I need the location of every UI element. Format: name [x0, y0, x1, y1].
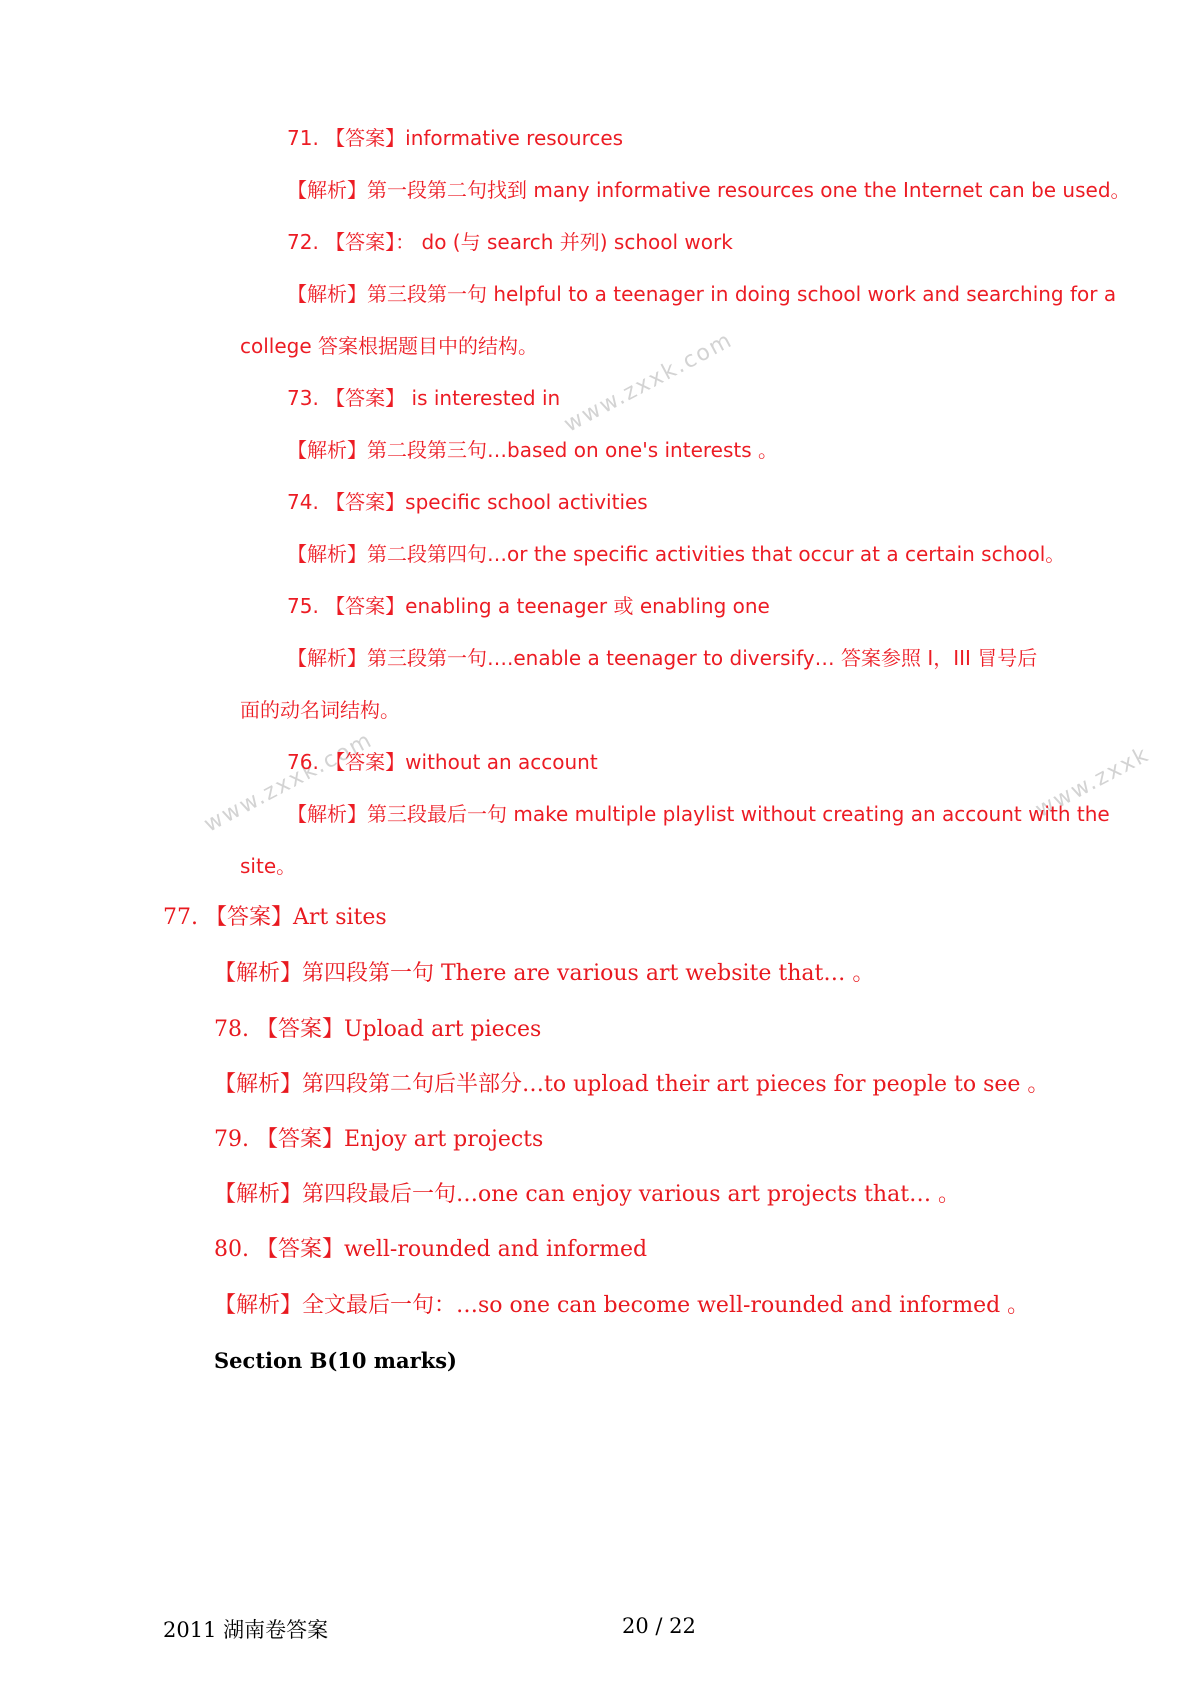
answer-77: 77. 【答案】Art sites — [163, 905, 387, 930]
watermark: www.zxxk.com — [200, 727, 378, 838]
analysis-75: 【解析】第三段第一句….enable a teenager to diversify… 答案参照 I，III 冒号后 — [287, 646, 1038, 670]
analysis-74: 【解析】第二段第四句…or the specific activities that occur at a certain school。 — [287, 542, 1066, 566]
watermark: www.zxxk.com — [560, 327, 738, 438]
answer-78: 78. 【答案】Upload art pieces — [214, 1017, 542, 1042]
analysis-76: 【解析】第三段最后一句 make multiple playlist without creating an account with the — [287, 802, 1110, 826]
answer-72: 72. 【答案】： do (与 search 并列) school work — [287, 230, 733, 254]
analysis-79: 【解析】第四段最后一句…one can enjoy various art projects that… 。 — [214, 1182, 961, 1207]
analysis-75-cont: 面的动名词结构。 — [240, 698, 400, 722]
answer-75: 75. 【答案】enabling a teenager 或 enabling one — [287, 594, 770, 618]
analysis-71: 【解析】第一段第二句找到 many informative resources one the Internet can be used。 — [287, 178, 1131, 202]
watermark: www.zxxk — [1031, 742, 1154, 823]
analysis-73: 【解析】第二段第三句…based on one's interests 。 — [287, 438, 778, 462]
answer-74: 74. 【答案】specific school activities — [287, 490, 648, 514]
answer-80: 80. 【答案】well-rounded and informed — [214, 1237, 648, 1262]
footer-title: 2011 湖南卷答案 — [163, 1618, 329, 1642]
answer-73: 73. 【答案】 is interested in — [287, 386, 561, 410]
analysis-72-cont: college 答案根据题目中的结构。 — [240, 334, 539, 358]
answer-76: 76. 【答案】without an account — [287, 750, 598, 774]
analysis-76-cont: site。 — [240, 854, 297, 878]
answer-79: 79. 【答案】Enjoy art projects — [214, 1127, 544, 1152]
analysis-80: 【解析】全文最后一句：…so one can become well-rounded and informed 。 — [214, 1293, 1030, 1318]
section-heading: Section B(10 marks) — [214, 1348, 457, 1373]
answer-71: 71. 【答案】informative resources — [287, 126, 624, 150]
analysis-77: 【解析】第四段第一句 There are various art website that… 。 — [214, 961, 875, 986]
analysis-72: 【解析】第三段第一句 helpful to a teenager in doing school work and searching for a — [287, 282, 1117, 306]
analysis-78: 【解析】第四段第二句后半部分…to upload their art pieces for people to see 。 — [214, 1072, 1050, 1097]
page-number: 20 / 22 — [622, 1614, 696, 1638]
